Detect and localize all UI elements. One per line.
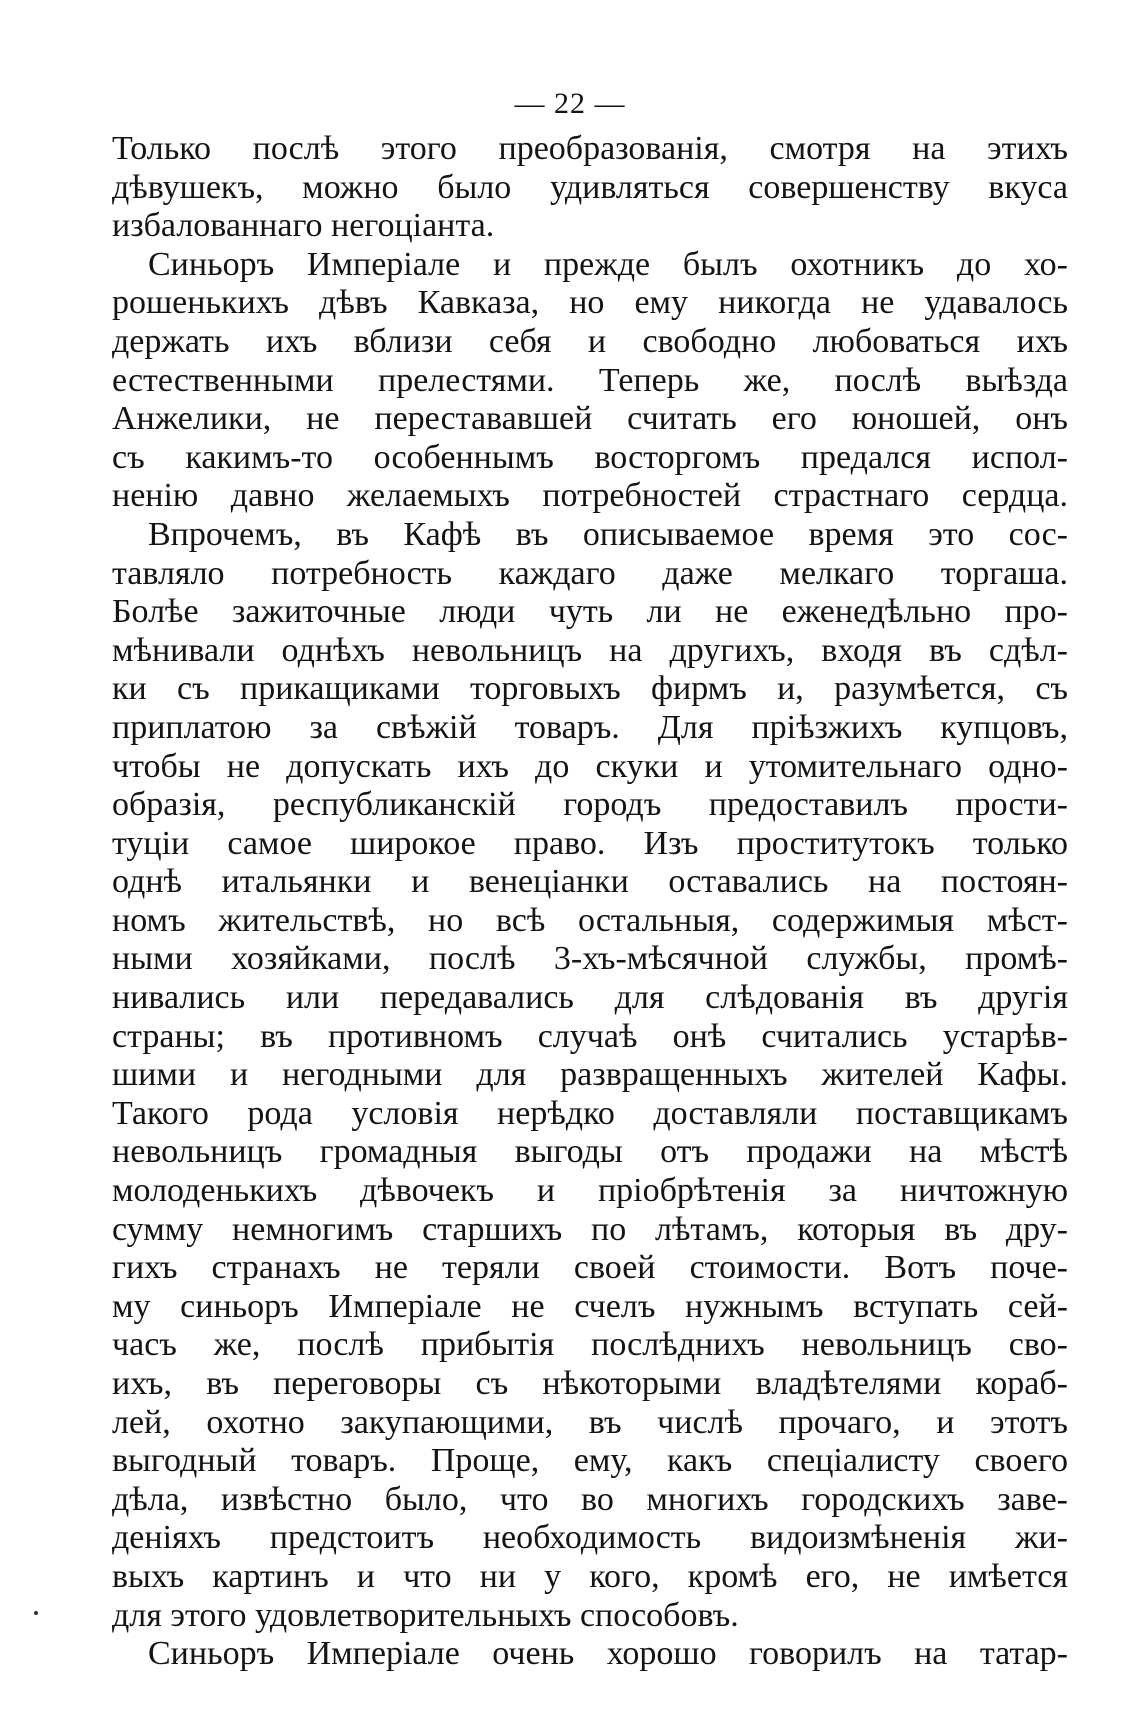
text-line: Впрочемъ, въ Кафѣ въ описываемое время это сос- <box>148 515 1068 553</box>
text-line: тавляло потребность каждаго даже мелкаго торгаша. <box>112 554 1068 592</box>
ink-speck <box>34 1611 38 1615</box>
text-line: му синьоръ Имперіале не счелъ нужнымъ вступать сей- <box>112 1287 1068 1325</box>
text-line: выгодный товаръ. Проще, ему, какъ спеціалисту своего <box>112 1442 1068 1480</box>
text-line: дѣла, извѣстно было, что во многихъ городскихъ заве- <box>112 1480 1068 1518</box>
text-line: естественными прелестями. Теперь же, послѣ выѣзда <box>112 361 1068 399</box>
text-line: Синьоръ Имперіале и прежде былъ охотникъ до хо- <box>148 245 1068 283</box>
text-line: нивались или передавались для слѣдованія въ другія <box>112 979 1068 1017</box>
text-line: избалованнаго негоціанта. <box>112 207 495 245</box>
text-line: гихъ странахъ не теряли своей стоимости. Вотъ поче- <box>112 1249 1068 1287</box>
text-line: образія, республиканскій городъ предоставилъ прости- <box>112 786 1068 824</box>
text-line: для этого удовлетворительныхъ способовъ. <box>112 1596 739 1634</box>
text-line: шими и негодными для развращенныхъ жителей Кафы. <box>112 1056 1068 1094</box>
text-line: невольницъ громадныя выгоды отъ продажи на мѣстѣ <box>112 1133 1068 1171</box>
text-line: Только послѣ этого преобразованія, смотря на этихъ <box>112 130 1068 167</box>
text-line: Анжелики, не перестававшей считать его юношей, онъ <box>112 400 1068 438</box>
text-line: ненію давно желаемыхъ потребностей страстнаго сердца. <box>112 477 1068 515</box>
text-line: номъ жительствѣ, но всѣ остальныя, содержимыя мѣст- <box>112 901 1068 939</box>
text-line: однѣ итальянки и венеціанки оставались на постоян- <box>112 863 1068 901</box>
text-line: Синьоръ Имперіале очень хорошо говорилъ на татар- <box>148 1635 1068 1673</box>
text-line: Болѣе зажиточные люди чуть ли не еженедѣльно про- <box>112 593 1068 631</box>
text-line: съ какимъ-то особеннымъ восторгомъ предался испол- <box>112 438 1068 476</box>
text-line: страны; въ противномъ случаѣ онѣ считались устарѣв- <box>112 1017 1068 1055</box>
text-line: Такого рода условія нерѣдко доставляли поставщикамъ <box>112 1094 1068 1132</box>
text-line: ихъ, въ переговоры съ нѣкоторыми владѣтелями кораб- <box>112 1365 1068 1402</box>
text-line: молоденькихъ дѣвочекъ и пріобрѣтенія за ничтожную <box>112 1172 1068 1210</box>
text-line: часъ же, послѣ прибытія послѣднихъ невольницъ сво- <box>112 1326 1068 1364</box>
text-line: ными хозяйками, послѣ 3-хъ-мѣсячной службы, промѣ- <box>112 940 1068 978</box>
text-line: приплатою за свѣжій товаръ. Для пріѣзжихъ купцовъ, <box>112 708 1068 746</box>
text-line: деніяхъ предстоитъ необходимость видоизмѣненія жи- <box>112 1519 1068 1557</box>
text-line: туціи самое широкое право. Изъ проститутокъ только <box>112 824 1068 862</box>
text-line: чтобы не допускать ихъ до скуки и утомительнаго одно- <box>112 747 1068 785</box>
text-line: лей, охотно закупающими, въ числѣ прочаго, и этотъ <box>112 1403 1068 1441</box>
page-number: — 22 — <box>514 87 626 120</box>
text-line: рошенькихъ дѣвъ Кавказа, но ему никогда не удавалось <box>112 284 1068 322</box>
text-line: держать ихъ вблизи себя и свободно любоваться ихъ <box>112 322 1068 360</box>
body-text <box>112 130 1068 1674</box>
text-line: сумму немногимъ старшихъ по лѣтамъ, которыя въ дру- <box>112 1210 1068 1248</box>
text-line: дѣвушекъ, можно было удивляться совершенству вкуса <box>112 168 1068 206</box>
text-line: мѣнивали однѣхъ невольницъ на другихъ, входя въ сдѣл- <box>112 631 1068 669</box>
text-line: выхъ картинъ и что ни у кого, кромѣ его, не имѣется <box>112 1557 1068 1595</box>
text-line: ки съ прикащиками торговыхъ фирмъ и, разумѣется, съ <box>112 670 1068 708</box>
